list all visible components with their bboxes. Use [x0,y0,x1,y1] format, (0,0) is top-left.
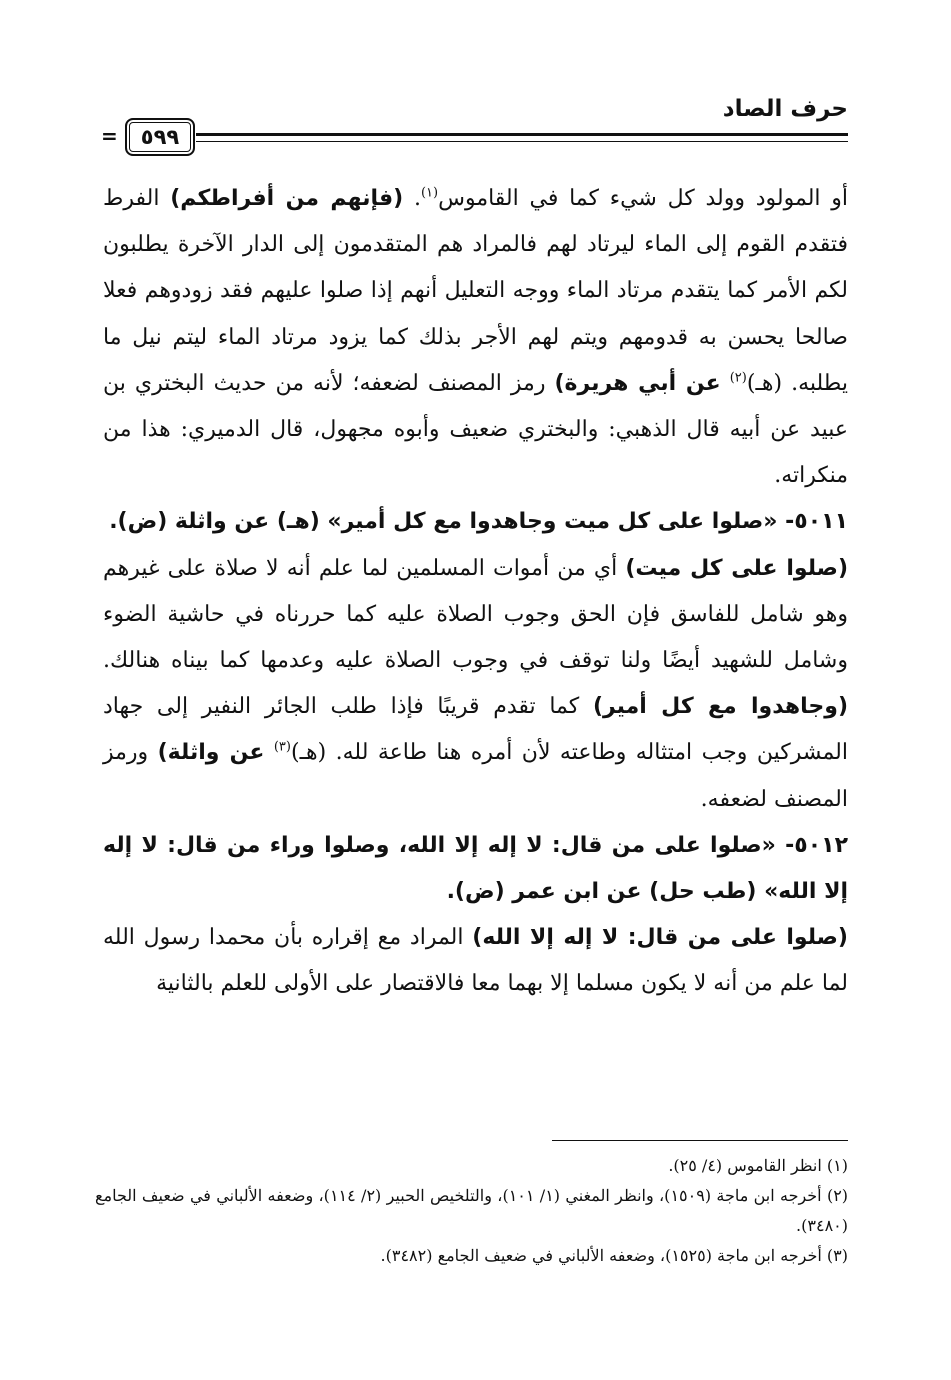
text-span: المراد مع إقراره بأن محمدا رسول الله لما علم من أنه لا يكون مسلما إلا بهما معا فالاقتصار على الأولى للعلم بالثانية [103,925,848,997]
text-span: كما تقدم قريبًا فإذا طلب الجائر النفير إلى جهاد المشركين وجب امتثاله وطاعته لأن أمره هنا طاعة لله. (هـ) [103,694,848,766]
narrator-name: عن واثلة) [157,740,265,766]
footnote-separator [552,1140,848,1141]
text-span [721,371,730,396]
paragraph-1 [103,176,848,499]
paragraph-2 [103,546,848,823]
text-span: رمز المصنف لضعفه؛ لأنه من حديث البختري بن عبيد عن أبيه قال الذهبي: والبختري ضعيف وأبوه مجهول، قال الدميري: هذا من منكراته. [103,370,848,489]
quoted-phrase: (وجاهدوا مع كل أمير) [592,694,848,720]
header-rule [196,133,848,136]
quoted-phrase: (صلوا على من قال: لا إله إلا الله) [472,925,848,951]
narrator-name: عن أبي هريرة) [554,370,721,396]
footnote-1: (١) انظر القاموس (٤/ ٢٥). [668,1156,848,1175]
paragraph-3 [103,915,848,1007]
header-rule-thin [196,141,848,142]
footnote-2: (٢) أخرجه ابن ماجة (١٥٠٩)، وانظر المغني (١/ ١٠١)، والتلخيص الحبير (٢/ ١١٤)، وضعفه الألباني في ضعيف الجامع (٣٤٨٠). [95,1186,849,1235]
main-text [103,176,848,1008]
page-number: ٥٩٩ [125,118,195,156]
page-number-mark: = [101,124,118,148]
quoted-phrase: (فإنهم من أفراطكم) [170,186,404,211]
text-span: الفرط فتقدم القوم إلى الماء ليرتاد لهم فالمراد هم المتقدمون إلى الدار الآخرة يطلبون لكم الأمر كما يتقدم مرتاد الماء ووجه التعليل أنهم إذا صلوا عليهم فقد زودوهم فعلا صالحا يحسن به قدومهم ويتم لهم الأجر بذلك كما يزود مرتاد الماء ليتم نيل ما يطلبه. (هـ) [103,186,848,396]
text-span: . [403,186,421,211]
hadith-entry-5012: ٥٠١٢- «صلوا على من قال: لا إله إلا الله، وصلوا وراء من قال: لا إله إلا الله» (طب حل) عن ابن عمر (ض). [103,832,848,905]
footnote-ref-3: (٣) [273,740,291,756]
footnote-ref-2: (٢) [729,370,747,386]
chapter-title: حرف الصاد [722,96,848,122]
quoted-phrase: (صلوا على كل ميت) [625,555,848,581]
footnote-3: (٣) أخرجه ابن ماجة (١٥٢٥)، وضعفه الألباني في ضعيف الجامع (٣٤٨٢). [380,1246,848,1265]
text-span: أي من أموات المسلمين لما علم أنه لا صلاة على غيرهم وهو شامل للفاسق فإن الحق وجوب الصلاة عليه كما حررناه في حاشية الضوء وشامل للشهيد أيضًا ولنا توقف في وجوب الصلاة عليه وعدمها كما بيناه هنالك. [103,555,848,674]
text-span: ورمز المصنف لضعفه. [103,740,848,812]
hadith-entry-5011: ٥٠١١- «صلوا على كل ميت وجاهدوا مع كل أمير» (هـ) عن واثلة (ض). [109,509,848,535]
footnote-ref-1: (١) [420,185,439,201]
text-span: أو المولود وولد كل شيء كما في القاموس [438,186,848,211]
text-span [264,740,273,765]
footnotes [95,1151,848,1271]
